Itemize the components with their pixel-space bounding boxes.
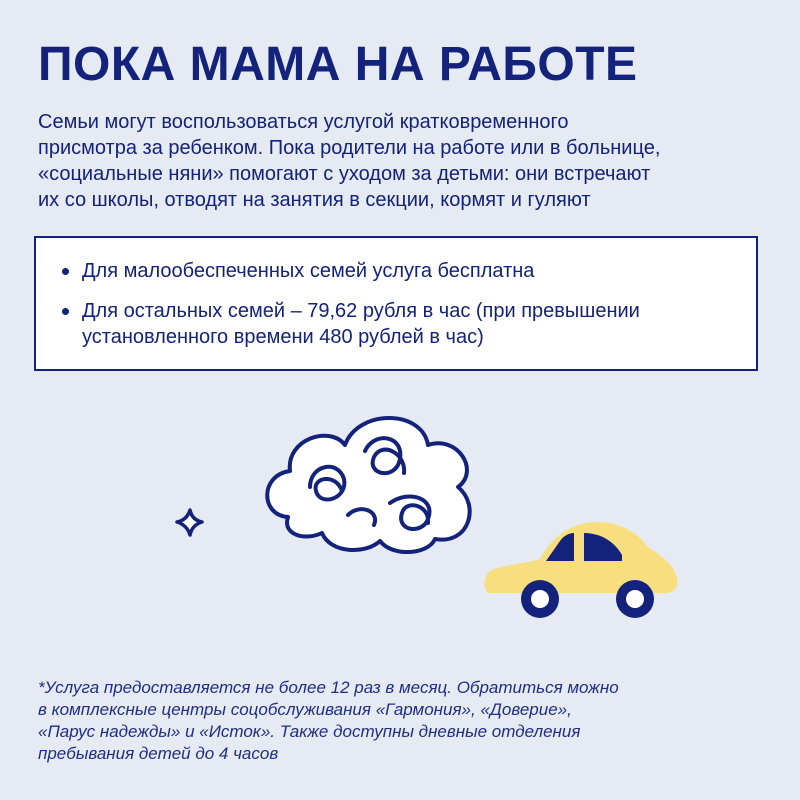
list-item-text: Для остальных семей – 79,62 рубля в час (при превышении: [82, 300, 640, 322]
intro-line: «социальные няни» помогают с уходом за детьми: они встречают: [38, 163, 651, 185]
footnote: [38, 677, 778, 765]
footnote-line: в комплексные центры соцобслуживания «Гармония», «Доверие»,: [38, 700, 572, 719]
sparkle-star-icon: [177, 510, 202, 535]
cloud-doodle-icon: [267, 418, 469, 552]
page-title: ПОКА МАМА НА РАБОТЕ: [38, 38, 638, 91]
price-info-list: [60, 258, 740, 364]
list-item: [60, 298, 740, 350]
car-icon: [484, 522, 677, 618]
footnote-line: *Услуга предоставляется не более 12 раз в месяц. Обратиться можно: [38, 678, 619, 697]
illustration: [160, 395, 720, 635]
intro-line: Семьи могут воспользоваться услугой кратковременного: [38, 111, 569, 133]
bullet-icon: [62, 268, 69, 275]
list-item: [60, 258, 740, 284]
footnote-line: пребывания детей до 4 часов: [38, 744, 279, 763]
list-item-text: установленного времени 480 рублей в час): [82, 326, 484, 348]
price-info-box: [34, 236, 758, 371]
intro-line: их со школы, отводят на занятия в секции, кормят и гуляют: [38, 189, 591, 211]
bullet-icon: [62, 308, 69, 315]
list-item-text: Для малообеспеченных семей услуга бесплатна: [82, 260, 535, 282]
footnote-line: «Парус надежды» и «Исток». Также доступны дневные отделения: [38, 722, 581, 741]
intro-line: присмотра за ребенком. Пока родители на работе или в больнице,: [38, 137, 661, 159]
intro-paragraph: [38, 109, 778, 213]
